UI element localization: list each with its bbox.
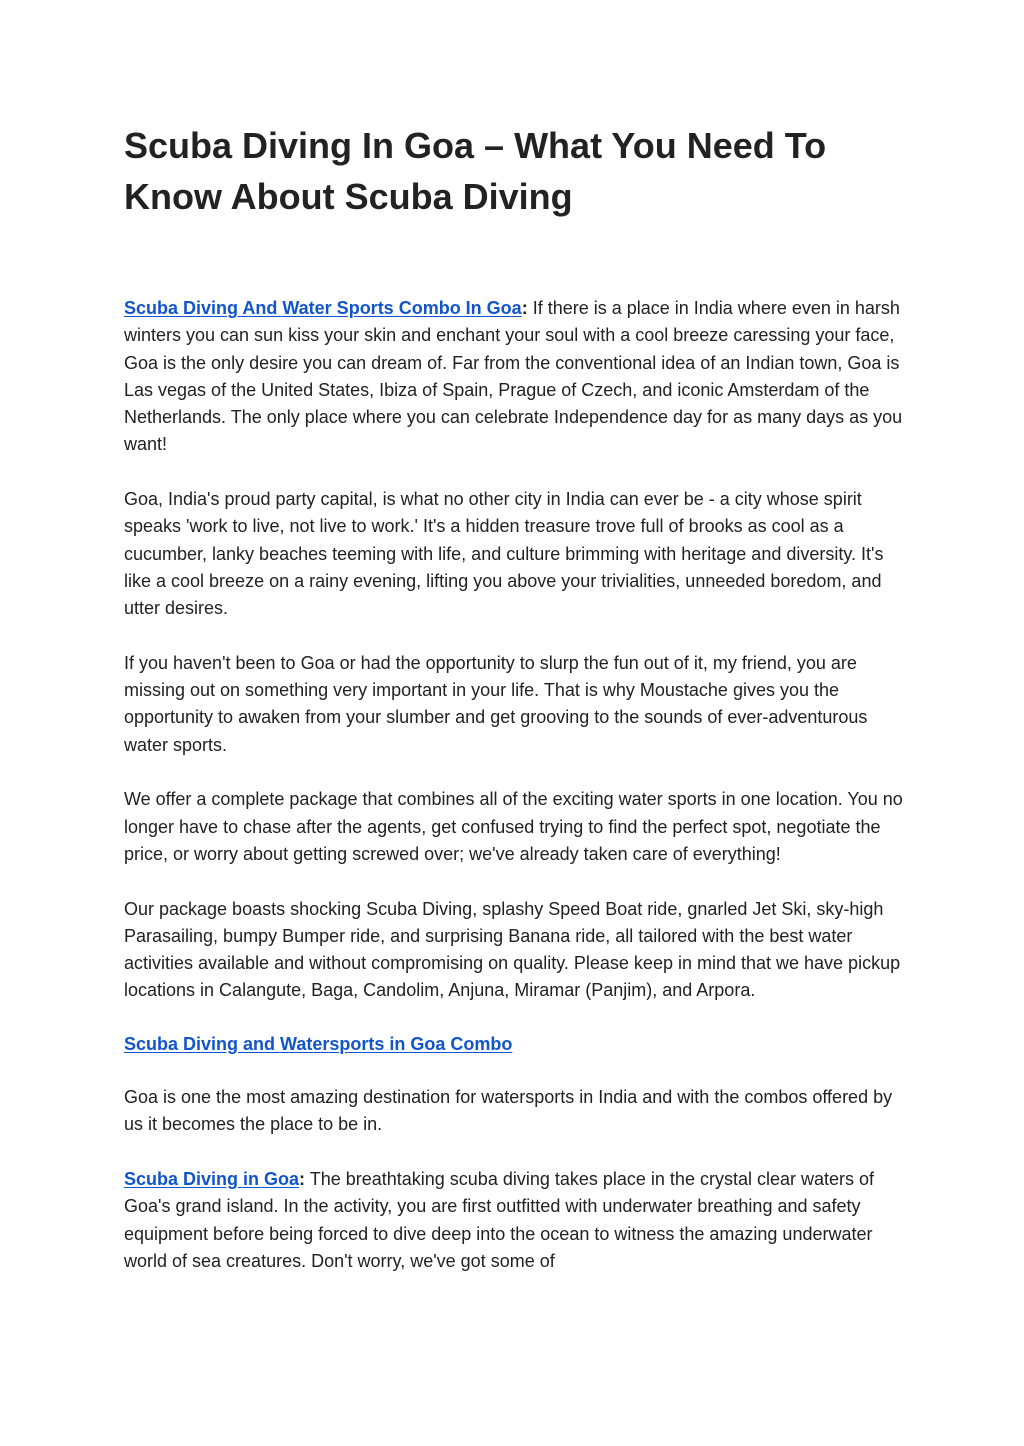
combo-heading <box>124 1031 904 1058</box>
scuba-watersports-goa-combo-link[interactable]: Scuba Diving and Watersports in Goa Combo <box>124 1033 513 1054</box>
paragraph-scuba-diving-text: The breathtaking scuba diving takes place in the crystal clear waters of Goa's grand island. In the activity, you are first outfitted with underwater breathing and safety equipment before being forced to dive deep into the ocean to witness the amazing underwater world of sea creatures. Don't worry, we've got some of <box>124 1168 874 1271</box>
paragraph-complete-package: We offer a complete package that combines all of the exciting water sports in one location. You no longer have to chase after the agents, get confused trying to find the perfect spot, negotiate the price, or worry about getting screwed over; we've already taken care of everything! <box>124 789 903 864</box>
paragraph-intro <box>124 295 904 459</box>
document-page <box>124 120 904 1275</box>
scuba-watersports-combo-link[interactable]: Scuba Diving And Water Sports Combo In Goa <box>124 298 522 318</box>
scuba-diving-in-goa-link[interactable]: Scuba Diving in Goa <box>124 1168 300 1189</box>
paragraph-package-activities: Our package boasts shocking Scuba Diving, splashy Speed Boat ride, gnarled Jet Ski, sky-high Parasailing, bumpy Bumper ride, and surprising Banana ride, all tailored with the best water activities available and without compromising on quality. Please keep in mind that we have pickup locations in Calangute, Baga, Candolim, Anjuna, Miramar (Panjim), and Arpora. <box>124 898 901 1001</box>
paragraph-scuba-diving <box>124 1166 904 1275</box>
paragraph-missing-out: If you haven't been to Goa or had the opportunity to slurp the fun out of it, my friend, you are missing out on something very important in your life. That is why Moustache gives you the opportunity to awaken from your slumber and get grooving to the sounds of ever-adventurous water sports. <box>124 652 868 755</box>
link-separator: : <box>521 298 528 318</box>
paragraph-intro-text: If there is a place in India where even in harsh winters you can sun kiss your skin and enchant your soul with a cool breeze caressing your face, Goa is the only desire you can dream of. Far from the conventional idea of an Indian town, Goa is Las vegas of the United States, Ibiza of Spain, Prague of Czech, and iconic Amsterdam of the Netherlands. The only place where you can celebrate Independence day for as many days as you want! <box>124 298 903 455</box>
paragraph-amazing-destination: Goa is one the most amazing destination for watersports in India and with the combos offered by us it becomes the place to be in. <box>124 1087 893 1135</box>
link-separator: : <box>299 1168 306 1189</box>
page-title: Scuba Diving In Goa – What You Need To Know About Scuba Diving <box>124 125 827 217</box>
paragraph-party-capital: Goa, India's proud party capital, is what no other city in India can ever be - a city whose spirit speaks 'work to live, not live to work.' It's a hidden treasure trove full of brooks as cool as a cucumber, lanky beaches teeming with life, and culture brimming with heritage and diversity. It's like a cool breeze on a rainy evening, lifting you above your trivialities, unneeded boredom, and utter desires. <box>124 489 884 619</box>
